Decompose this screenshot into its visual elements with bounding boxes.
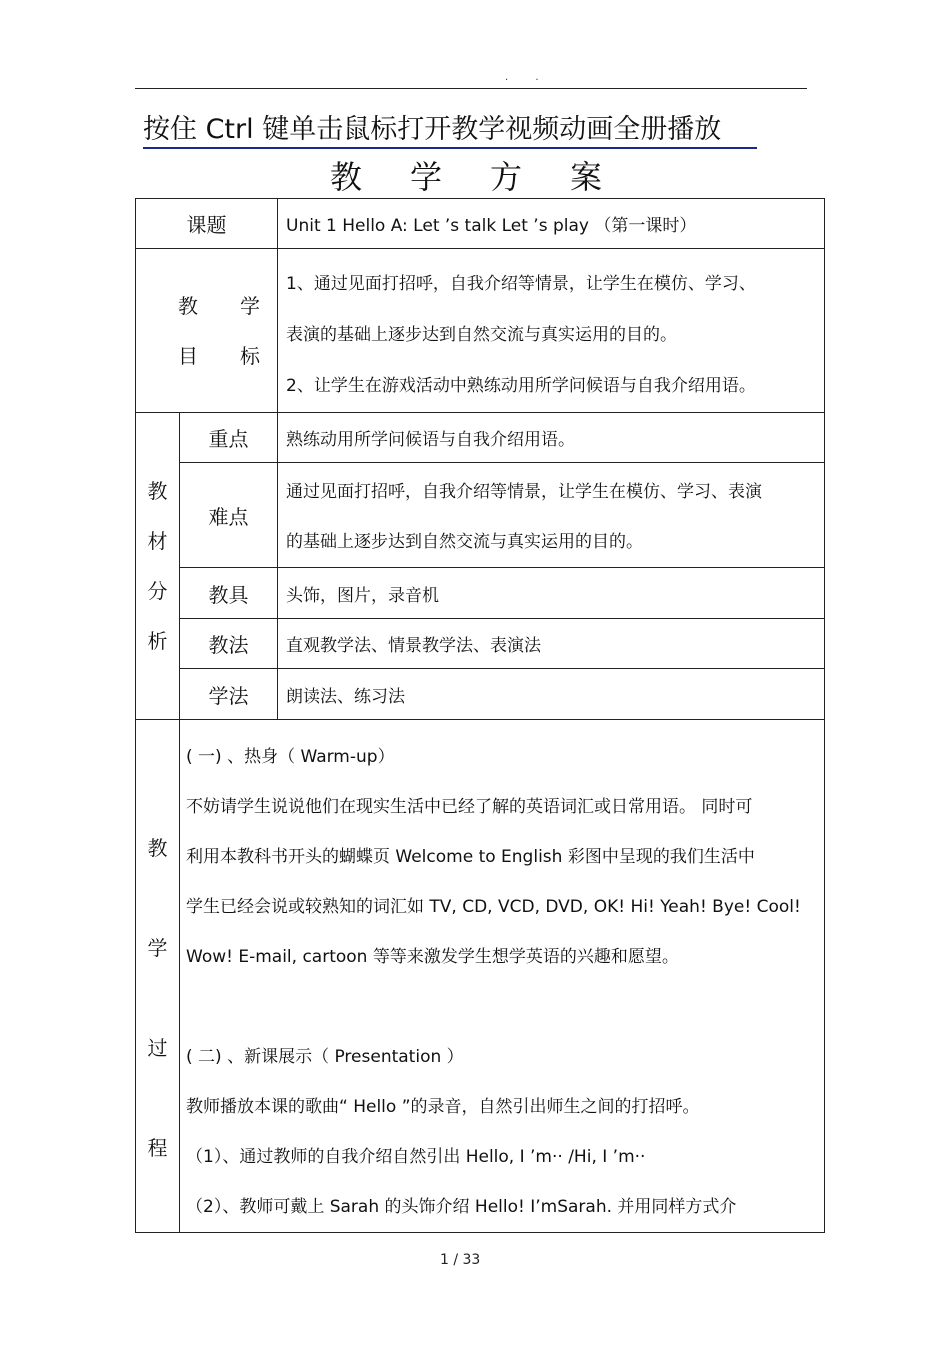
process-row: [136, 720, 825, 1233]
process-label-char: 过: [147, 1036, 168, 1060]
header-rule: [135, 88, 807, 89]
video-banner-link[interactable]: 按住 Ctrl 键单击鼠标打开教学视频动画全册播放: [143, 113, 757, 149]
analysis-label-char: 材: [147, 529, 168, 553]
analysis-row-difficulties: [136, 463, 825, 568]
topic-row: [136, 199, 825, 249]
process-line: ( 一) 、热身（ Warm-up）: [186, 747, 395, 767]
lesson-plan-table: [135, 198, 825, 1233]
process-line: Wow! E-mail, cartoon 等等来激发学生想学英语的兴趣和愿望。: [186, 947, 679, 967]
difficulties-label: 难点: [180, 463, 278, 568]
key-points-label: 重点: [180, 413, 278, 463]
teaching-methods-value: 直观教学法、情景教学法、表演法: [278, 619, 825, 669]
process-line: 利用本教科书开头的蝴蝶页 Welcome to English 彩图中呈现的我们生活中: [186, 847, 755, 867]
difficulties-line: 的基础上逐步达到自然交流与真实运用的目的。: [286, 532, 643, 552]
goals-label-line1: 教学: [178, 293, 302, 318]
process-label-char: 程: [147, 1136, 168, 1160]
teaching-aids-label: 教具: [180, 568, 278, 619]
process-label-char: 教: [147, 836, 168, 860]
process-line: （2）、教师可戴上 Sarah 的头饰介绍 Hello! I’mSarah. 并用同样方式介: [186, 1197, 737, 1217]
learning-methods-label: 学法: [180, 669, 278, 720]
document-title: 教学方案: [330, 158, 651, 196]
process-line: 教师播放本课的歌曲“ Hello ”的录音，自然引出师生之间的打招呼。: [186, 1097, 700, 1117]
goals-row: [136, 249, 825, 413]
topic-label: 课题: [136, 199, 278, 249]
difficulties-value: [278, 463, 825, 568]
process-spacer: [186, 982, 824, 1032]
process-label: [136, 720, 180, 1233]
goals-line: 表演的基础上逐步达到自然交流与真实运用的目的。: [286, 325, 677, 345]
key-points-value: 熟练动用所学问候语与自我介绍用语。: [278, 413, 825, 463]
topic-value: Unit 1 Hello A: Let ’s talk Let ’s play （第一课时）: [278, 199, 825, 249]
analysis-label-char: 析: [147, 629, 168, 653]
analysis-label: [136, 413, 180, 720]
analysis-row-methods: [136, 619, 825, 669]
learning-methods-value: 朗读法、练习法: [278, 669, 825, 720]
analysis-row-aids: [136, 568, 825, 619]
process-line: 不妨请学生说说他们在现实生活中已经了解的英语词汇或日常用语。 同时可: [186, 797, 753, 817]
teaching-methods-label: 教法: [180, 619, 278, 669]
analysis-label-char: 分: [147, 579, 168, 603]
difficulties-line: 通过见面打招呼，自我介绍等情景，让学生在模仿、学习、表演: [286, 482, 762, 502]
goals-line: 1、通过见面打招呼，自我介绍等情景，让学生在模仿、学习、: [286, 274, 756, 294]
process-body: [180, 720, 825, 1233]
goals-label: [136, 249, 302, 413]
process-line: ( 二) 、新课展示（ Presentation ）: [186, 1047, 464, 1067]
page-number: 1 / 33: [440, 1252, 481, 1268]
analysis-row-learning: [136, 669, 825, 720]
goals-line: 2、让学生在游戏活动中熟练动用所学问候语与自我介绍用语。: [286, 376, 756, 396]
process-label-char: 学: [147, 936, 168, 960]
process-line: 学生已经会说或较熟知的词汇如 TV, CD, VCD, DVD, OK! Hi! Yeah! Bye! Cool!: [186, 897, 801, 917]
analysis-row-key-points: [136, 413, 825, 463]
goals-body: [278, 249, 825, 413]
teaching-aids-value: 头饰，图片，录音机: [278, 568, 825, 619]
header-dots: . .: [505, 72, 551, 83]
process-line: （1）、通过教师的自我介绍自然引出 Hello, I ’m·· /Hi, I ’m··: [186, 1147, 646, 1167]
goals-label-line2: 目标: [178, 343, 302, 368]
analysis-label-char: 教: [147, 479, 168, 503]
